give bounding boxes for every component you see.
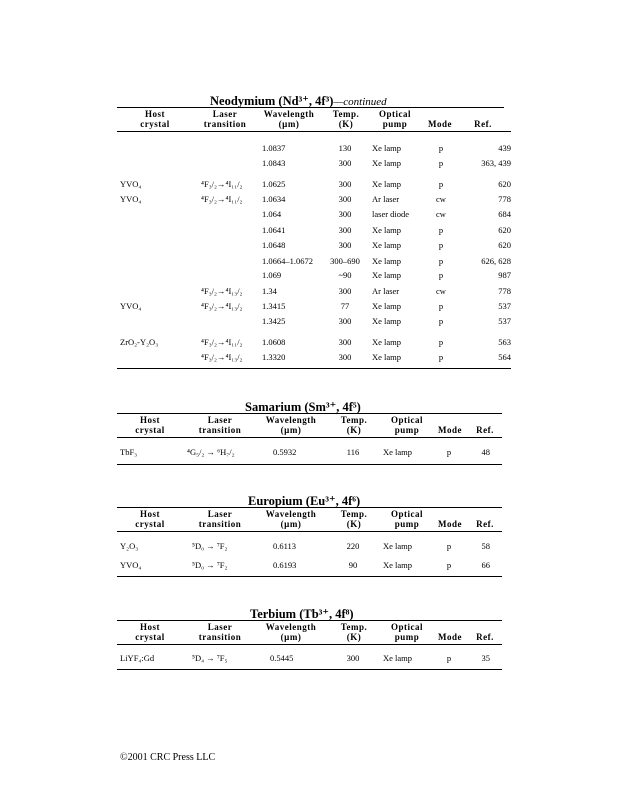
continued-label: —continued <box>333 96 387 108</box>
header-ref: Ref. <box>474 119 492 129</box>
cell-mode: p <box>446 541 452 551</box>
cell-temp: 300–690 <box>330 256 360 266</box>
cell-temp: ~90 <box>338 270 352 280</box>
cell-pump: Xe lamp <box>372 316 402 326</box>
cell-temp: 300 <box>338 194 352 204</box>
header-rule <box>117 531 502 532</box>
cell-temp: 300 <box>346 653 360 663</box>
cell-mode: p <box>446 447 452 457</box>
cell-temp: 90 <box>348 560 358 570</box>
cell-wavelength: 1.3425 <box>262 316 286 326</box>
section-title-samarium: Samarium (Sm³⁺, 4f⁵) <box>245 400 361 414</box>
cell-mode: p <box>438 225 444 235</box>
header-temp: Temp. (K) <box>340 509 368 529</box>
cell-mode: p <box>438 158 444 168</box>
cell-wavelength: 1.0843 <box>262 158 286 168</box>
cell-transition: ⁴F₃/₂→⁴I₁₃/₂ <box>201 352 243 362</box>
header-wavelength: Wavelength (µm) <box>265 622 317 642</box>
cell-mode: p <box>438 179 444 189</box>
cell-transition: ⁴G₅/₂ → ⁶H₇/₂ <box>187 447 235 457</box>
cell-host: YVO₄ <box>120 179 142 189</box>
cell-pump: Ar laser <box>372 194 400 204</box>
cell-wavelength: 1.069 <box>262 270 282 280</box>
header-wavelength: Wavelength (µm) <box>265 415 317 435</box>
cell-wavelength: 1.0634 <box>262 194 286 204</box>
cell-temp: 300 <box>338 209 352 219</box>
section-title-text: Neodymium (Nd³⁺, 4f³) <box>210 94 334 108</box>
cell-pump: Xe lamp <box>372 158 402 168</box>
cell-pump: Xe lamp <box>372 143 402 153</box>
header-transition: Laser transition <box>198 415 242 435</box>
cell-ref: 58 <box>481 541 490 551</box>
cell-mode: p <box>438 240 444 250</box>
cell-mode: p <box>446 653 452 663</box>
cell-host: LiYF₄:Gd <box>120 653 155 663</box>
cell-ref: 778 <box>498 194 511 204</box>
cell-temp: 300 <box>338 179 352 189</box>
cell-temp: 300 <box>338 286 352 296</box>
cell-ref: 66 <box>481 560 490 570</box>
cell-temp: 300 <box>338 225 352 235</box>
cell-ref: 620 <box>498 179 511 189</box>
cell-temp: 77 <box>340 301 350 311</box>
header-rule <box>117 644 502 645</box>
cell-temp: 300 <box>338 158 352 168</box>
bottom-rule <box>117 464 502 465</box>
header-transition: Laser transition <box>198 622 242 642</box>
cell-pump: Xe lamp <box>383 541 413 551</box>
cell-temp: 220 <box>346 541 360 551</box>
bottom-rule <box>117 576 502 577</box>
copyright-footer: ©2001 CRC Press LLC <box>120 752 216 763</box>
cell-mode: p <box>438 352 444 362</box>
cell-temp: 300 <box>338 337 352 347</box>
cell-ref: 778 <box>498 286 511 296</box>
cell-pump: Xe lamp <box>383 560 413 570</box>
cell-host: YVO₄ <box>120 301 142 311</box>
cell-mode: p <box>438 256 444 266</box>
cell-transition: ⁴F₃/₂→⁴I₁₃/₂ <box>201 286 243 296</box>
cell-transition: ⁴F₃/₂→⁴I₁₁/₂ <box>201 337 243 347</box>
header-host: Host crystal <box>135 415 165 435</box>
cell-temp: 300 <box>338 316 352 326</box>
bottom-rule <box>117 368 511 369</box>
cell-wavelength: 1.0664–1.0672 <box>262 256 313 266</box>
header-pump: Optical pump <box>379 109 411 129</box>
cell-wavelength: 1.0648 <box>262 240 286 250</box>
header-temp: Temp. (K) <box>340 622 368 642</box>
top-rule <box>117 507 502 508</box>
cell-pump: Xe lamp <box>383 653 413 663</box>
header-mode: Mode <box>438 632 462 642</box>
cell-ref: 684 <box>498 209 511 219</box>
cell-ref: 439 <box>498 143 511 153</box>
cell-ref: 620 <box>498 240 511 250</box>
cell-mode: cw <box>436 194 446 204</box>
cell-mode: p <box>438 143 444 153</box>
cell-transition: ⁵D₀ → ⁷F₂ <box>192 541 228 551</box>
cell-mode: cw <box>436 209 446 219</box>
cell-pump: Xe lamp <box>372 352 402 362</box>
cell-host: YVO₄ <box>120 560 142 570</box>
header-host: Host crystal <box>135 622 165 642</box>
cell-transition: ⁵D₄ → ⁷F₅ <box>192 653 228 663</box>
cell-wavelength: 1.0608 <box>262 337 286 347</box>
header-pump: Optical pump <box>391 415 423 435</box>
header-ref: Ref. <box>476 632 494 642</box>
header-ref: Ref. <box>476 519 494 529</box>
header-pump: Optical pump <box>391 509 423 529</box>
header-pump: Optical pump <box>391 622 423 642</box>
bottom-rule <box>117 669 502 670</box>
header-host: Host crystal <box>140 109 170 129</box>
header-wavelength: Wavelength (µm) <box>265 509 317 529</box>
cell-pump: laser diode <box>372 209 410 219</box>
header-transition: Laser transition <box>198 509 242 529</box>
cell-mode: p <box>446 560 452 570</box>
section-title-terbium: Terbium (Tb³⁺, 4f⁸) <box>250 607 354 621</box>
cell-ref: 537 <box>498 316 511 326</box>
top-rule <box>117 413 502 414</box>
cell-pump: Xe lamp <box>372 179 402 189</box>
cell-pump: Xe lamp <box>372 337 402 347</box>
section-title-europium: Europium (Eu³⁺, 4f⁶) <box>248 494 361 508</box>
cell-host: TbF₃ <box>120 447 138 457</box>
cell-temp: 300 <box>338 240 352 250</box>
header-transition: Laser transition <box>203 109 247 129</box>
cell-ref: 987 <box>498 270 511 280</box>
header-wavelength: Wavelength (µm) <box>263 109 315 129</box>
cell-ref: 35 <box>481 653 490 663</box>
cell-ref: 363, 439 <box>481 158 511 168</box>
cell-pump: Xe lamp <box>372 256 402 266</box>
cell-host: YVO₄ <box>120 194 142 204</box>
header-ref: Ref. <box>476 425 494 435</box>
top-rule <box>117 107 504 108</box>
top-rule <box>117 620 502 621</box>
cell-mode: p <box>438 270 444 280</box>
cell-wavelength: 0.6113 <box>273 541 297 551</box>
cell-ref: 48 <box>481 447 490 457</box>
cell-transition: ⁴F₃/₂→⁴I₁₁/₂ <box>201 194 243 204</box>
cell-wavelength: 1.3415 <box>262 301 286 311</box>
cell-wavelength: 1.0837 <box>262 143 286 153</box>
header-mode: Mode <box>428 119 452 129</box>
cell-wavelength: 1.34 <box>262 286 277 296</box>
cell-mode: cw <box>436 286 446 296</box>
cell-host: Y₂O₃ <box>120 541 139 551</box>
cell-pump: Xe lamp <box>372 270 402 280</box>
cell-ref: 620 <box>498 225 511 235</box>
cell-transition: ⁴F₃/₂→⁴I₁₁/₂ <box>201 179 243 189</box>
cell-transition: ⁴F₃/₂→⁴I₁₃/₂ <box>201 301 243 311</box>
header-mode: Mode <box>438 519 462 529</box>
header-rule <box>117 131 511 132</box>
cell-pump: Xe lamp <box>372 301 402 311</box>
cell-ref: 537 <box>498 301 511 311</box>
cell-wavelength: 1.0641 <box>262 225 286 235</box>
header-temp: Temp. (K) <box>340 415 368 435</box>
header-host: Host crystal <box>135 509 165 529</box>
cell-wavelength: 1.0625 <box>262 179 286 189</box>
cell-transition: ⁵D₀ → ⁷F₂ <box>192 560 228 570</box>
header-temp: Temp. (K) <box>332 109 360 129</box>
cell-mode: p <box>438 337 444 347</box>
cell-mode: p <box>438 316 444 326</box>
cell-pump: Xe lamp <box>372 225 402 235</box>
cell-temp: 300 <box>338 352 352 362</box>
cell-temp: 130 <box>338 143 352 153</box>
cell-host: ZrO₂-Y₂O₃ <box>120 337 159 347</box>
cell-pump: Ar laser <box>372 286 400 296</box>
header-rule <box>117 437 502 438</box>
cell-pump: Xe lamp <box>383 447 413 457</box>
header-mode: Mode <box>438 425 462 435</box>
cell-temp: 116 <box>346 447 360 457</box>
cell-wavelength: 1.064 <box>262 209 282 219</box>
cell-ref: 564 <box>498 352 511 362</box>
cell-pump: Xe lamp <box>372 240 402 250</box>
cell-wavelength: 0.5932 <box>273 447 297 457</box>
cell-wavelength: 0.5445 <box>270 653 294 663</box>
cell-wavelength: 0.6193 <box>273 560 297 570</box>
cell-wavelength: 1.3320 <box>262 352 286 362</box>
cell-mode: p <box>438 301 444 311</box>
cell-ref: 626, 628 <box>481 256 511 266</box>
cell-ref: 563 <box>498 337 511 347</box>
